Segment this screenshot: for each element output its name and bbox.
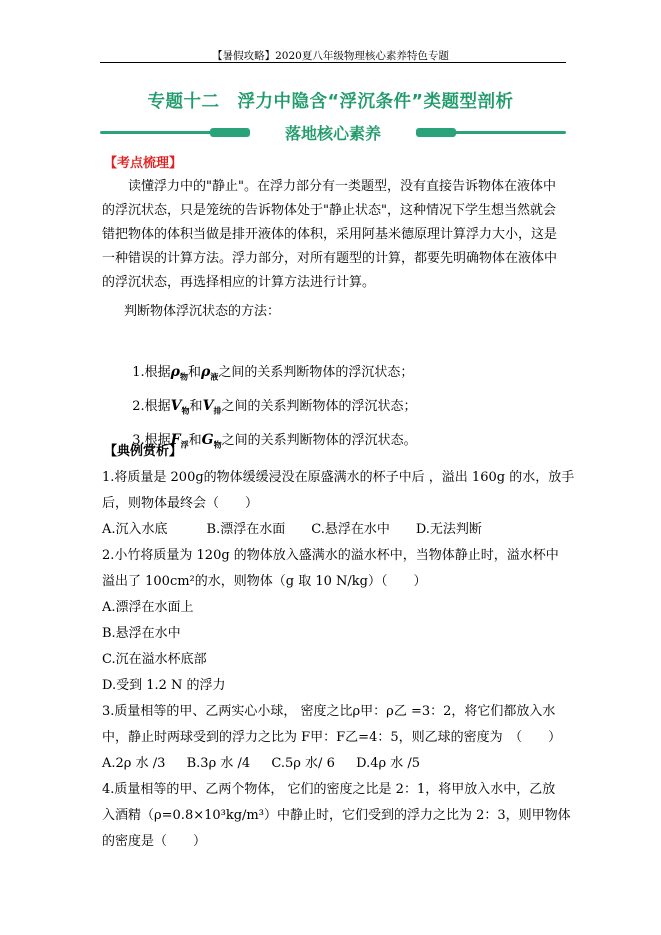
header-rule <box>100 62 566 63</box>
symbol: ρ <box>201 364 211 380</box>
subscript: 物 <box>181 405 190 416</box>
symbol: V <box>202 398 214 414</box>
subscript: 物 <box>213 439 222 450</box>
question-line: 的密度是（ ） <box>102 834 207 849</box>
page-title: 专题十二 浮力中隐含“浮沉条件”类题型剖析 <box>147 92 514 112</box>
answer-option: A.漂浮在水面上 <box>102 600 194 615</box>
section-heading-dianli: 【典例赏析】 <box>104 444 183 459</box>
subscript: 物 <box>179 371 188 382</box>
method-text: 之间的关系判断物体的浮沉状态； <box>221 399 417 414</box>
answer-option: C.沉在溢水杯底部 <box>102 652 207 667</box>
answer-options: A.2ρ 水 /3 B.3ρ 水 /4 C.5ρ 水/ 6 D.4ρ 水 /5 <box>102 756 421 771</box>
answer-option: B.悬浮在水中 <box>102 626 181 641</box>
method-3 <box>124 404 594 457</box>
question-line: 中，静止时两球受到的浮力之比为 F甲：F乙=4：5，则乙球的密度为 （ ） <box>102 730 562 745</box>
paragraph-line: 读懂浮力中的"静止"。在浮力部分有一类题型，没有直接告诉物体在液体中 <box>102 179 556 194</box>
method-text: 3.根据 <box>132 433 171 448</box>
symbol: ρ <box>170 364 180 380</box>
subscript: 液 <box>210 371 219 382</box>
method-text: 和 <box>188 433 202 448</box>
subscript: 浮 <box>180 439 189 450</box>
method-text: 之间的关系判断物体的浮沉状态； <box>218 365 414 380</box>
method-text: 和 <box>189 399 203 414</box>
paragraph-line: 的浮沉状态，只是笼统的告诉物体处于"静止状态"，这种情况下学生想当然就会 <box>102 203 556 218</box>
symbol: G <box>201 432 214 448</box>
question-line: 4.质量相等的甲、乙两个物体， 它们的密度之比是 2：1，将甲放入水中，乙放 <box>102 782 556 797</box>
question-line: 后，则物体最终会（ ） <box>102 496 259 511</box>
banner-line-right <box>416 131 566 134</box>
symbol: F <box>170 432 181 448</box>
paragraph-line: 错把物体的体积当做是排开液体的体积，采用阿基米德原理计算浮力大小，这是 <box>102 227 558 242</box>
banner-line-left <box>100 131 250 134</box>
question-line: 溢出了 100cm²的水，则物体（g 取 10 N/kg）（ ） <box>102 574 427 589</box>
question-line: 3.质量相等的甲、乙两实心小球， 密度之比ρ甲：ρ乙 =3：2，将它们都放入水 <box>102 704 556 719</box>
section-heading-kaodian: 【考点梳理】 <box>104 156 183 171</box>
question-line: 2.小竹将质量为 120g 的物体放入盛满水的溢水杯中，当物体静止时，溢水杯中 <box>102 548 559 563</box>
method-text: 之间的关系判断物体的浮沉状态。 <box>221 433 417 448</box>
page-header: 【暑假攻略】2020夏八年级物理核心素养特色专题 <box>212 50 449 62</box>
method-text: 和 <box>187 365 201 380</box>
banner-label: 落地核心素养 <box>284 124 381 143</box>
section-banner <box>100 121 566 143</box>
question-line: 1.将质量是 200g的物体缓缓浸没在原盛满水的杯子中后 ，溢出 160g 的水，放手 <box>102 470 575 485</box>
paragraph-line: 一种错误的计算方法。浮力部分，对所有题型的计算，都要先明确物体在液体中 <box>102 251 558 266</box>
paragraph-line: 的浮沉状态，再选择相应的计算方法进行计算。 <box>102 275 376 290</box>
symbol: V <box>170 398 182 414</box>
method-text: 2.根据 <box>132 399 171 414</box>
answer-options: A.沉入水底 B.漂浮在水面 C.悬浮在水中 D.无法判断 <box>102 522 482 537</box>
question-line: 入酒精（ρ=0.8×10³kg/m³）中静止时，它们受到的浮力之比为 2：3，则甲物体 <box>102 808 571 823</box>
subscript: 排 <box>213 405 222 416</box>
answer-option: D.受到 1.2 N 的浮力 <box>102 678 226 693</box>
method-text: 1.根据 <box>132 365 171 380</box>
methods-intro: 判断物体浮沉状态的方法： <box>124 304 281 319</box>
